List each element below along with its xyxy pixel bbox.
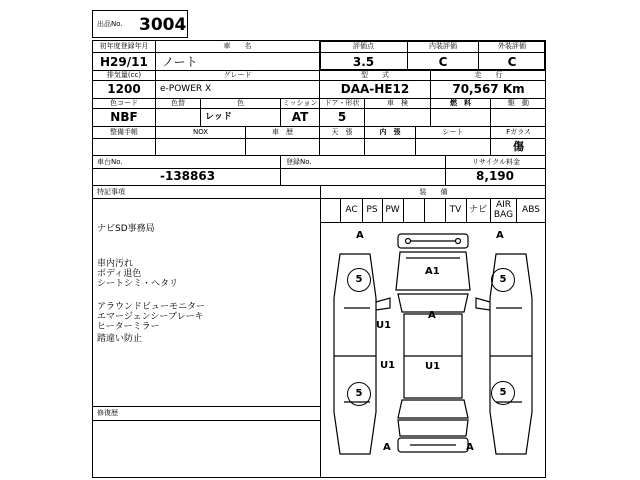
equipment-label: 装 備 (419, 188, 448, 196)
color-label: 色 (237, 99, 244, 107)
equipment-airbag: AIR BAG (493, 200, 514, 220)
mileage-label: 走 行 (474, 71, 503, 79)
car-diagram (320, 222, 546, 478)
exterior-label: 外装評価 (498, 42, 526, 50)
fuel-label: 燃 料 (450, 99, 471, 107)
recycle-value: 8,190 (476, 169, 514, 183)
doors-value: 5 (337, 110, 347, 124)
drive-label: 駆 動 (508, 99, 529, 107)
fglass-label: Fガラス (506, 128, 531, 136)
fglass-value: 傷 (513, 140, 524, 153)
note-line: エマージェンシーブレーキ (97, 312, 204, 322)
grade-value: e-POWER X (160, 84, 212, 94)
marker-left-front-door: U1 (376, 320, 392, 331)
equipment-navi: ナビ (468, 205, 487, 215)
reg-label: 登録No. (286, 158, 312, 166)
marker-roof: A (428, 310, 436, 321)
note-line: ボディ退色 (97, 269, 142, 279)
roof-label: 天 張 (331, 128, 353, 136)
car-label: 車 名 (223, 42, 252, 50)
repair-label: 修復歴 (97, 409, 118, 417)
interior-roof-label: 内 張 (379, 128, 401, 136)
color-code-label: 色コード (110, 99, 138, 107)
note-line: アラウンドビューモニター (97, 302, 206, 312)
cc-value: 1200 (107, 82, 141, 96)
color-value: レッド (205, 112, 232, 122)
marker-front-right: A (496, 230, 504, 241)
mission-value: AT (291, 110, 309, 124)
lot-box (92, 10, 188, 38)
marker-rr-wheel: 5 (491, 381, 515, 405)
marker-front-left: A (356, 230, 364, 241)
marker-rear-right: A (466, 442, 474, 453)
cc-label: 排気量(cc) (106, 71, 142, 79)
equipment-abs: ABS (522, 205, 540, 215)
color-sub-label: 色替 (171, 99, 185, 107)
lot-label: 出品No. (97, 20, 123, 28)
equipment-tv: TV (449, 205, 462, 215)
mission-label: ミッション (282, 99, 318, 107)
interior-value: C (438, 55, 448, 69)
marker-rl-wheel: 5 (347, 382, 371, 406)
marker-fr-wheel: 5 (491, 268, 515, 292)
equipment-ac: AC (345, 205, 358, 215)
exterior-value: C (507, 55, 517, 69)
note-line: 踏違い防止 (97, 334, 143, 344)
marker-fl-wheel: 5 (347, 268, 371, 292)
equipment-ps: PS (366, 205, 378, 215)
score-value: 3.5 (352, 55, 375, 69)
notes-label: 特記事項 (97, 188, 125, 196)
chassis-value: -138863 (160, 169, 216, 183)
model-label: 型 式 (361, 71, 389, 79)
mileage-value: 70,567 Km (452, 82, 525, 96)
model-value: DAA-HE12 (340, 82, 410, 96)
year-label: 初年度登録年月 (99, 42, 149, 50)
inspection-label: 車 検 (387, 99, 408, 107)
grade-label: グレード (223, 71, 252, 79)
lot-number: 3004 (139, 15, 187, 35)
marker-rear-left: A (383, 442, 391, 453)
note-line: ナビSD事務局 (97, 224, 155, 234)
interior-label: 内装評価 (429, 42, 457, 50)
marker-left-rear-door: U1 (380, 360, 396, 371)
score-label: 評価点 (353, 42, 374, 50)
equipment-pw: PW (385, 205, 400, 215)
nox-label: NOX (192, 128, 209, 136)
doors-label: ドア・形状 (324, 99, 360, 107)
note-line: シートシミ・ヘタリ (97, 279, 179, 289)
car-value: ノート (162, 55, 198, 69)
recycle-label: リサイクル料金 (471, 158, 521, 166)
note-line: 車内汚れ (97, 259, 134, 269)
maintenance-label: 整備手帳 (110, 128, 138, 136)
note-line: ヒーターミラー (97, 322, 160, 332)
marker-hood: A1 (425, 266, 440, 277)
year-value: H29/11 (100, 55, 148, 69)
chassis-label: 車台No. (97, 158, 123, 166)
history-label: 車 歴 (272, 128, 293, 136)
seat-label: シート (442, 128, 464, 136)
marker-rear-center: U1 (425, 361, 441, 372)
color-code-value: NBF (110, 110, 138, 124)
